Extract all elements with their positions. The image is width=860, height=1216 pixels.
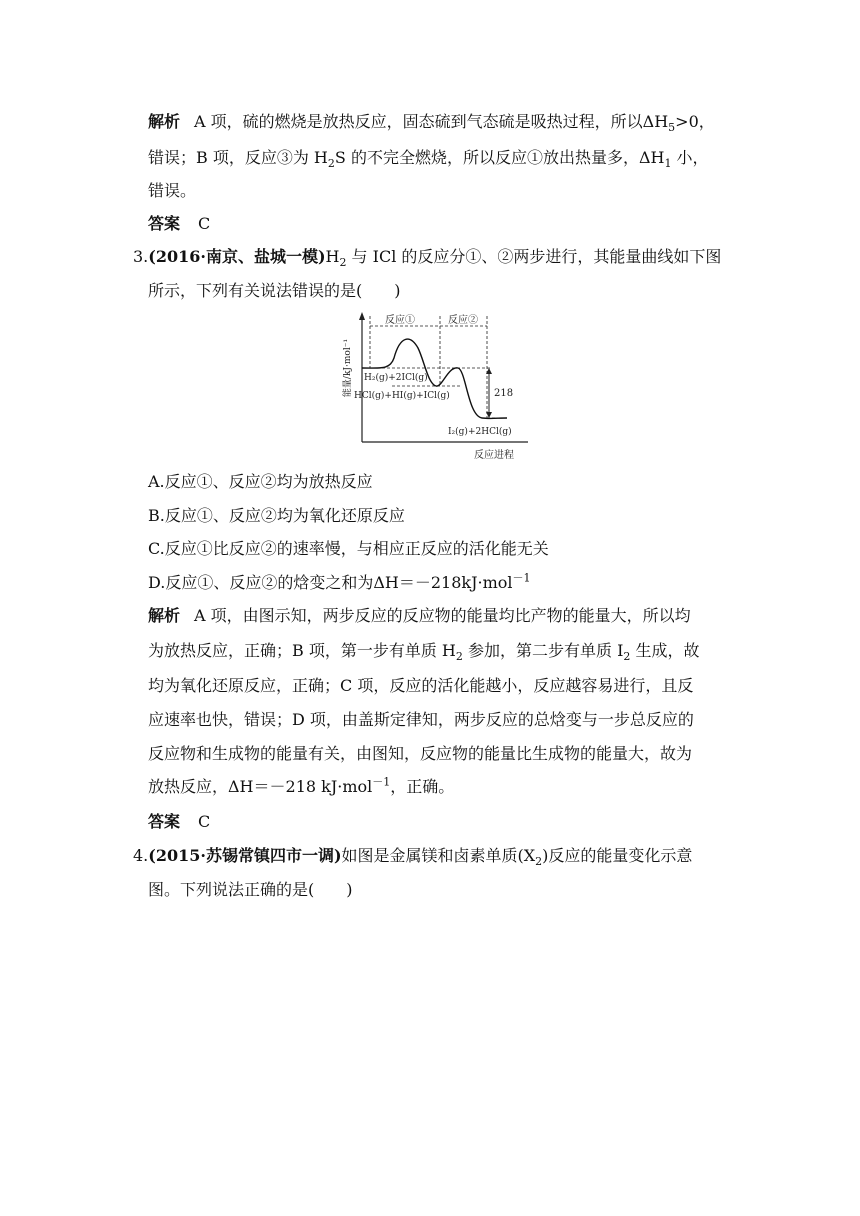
q2-analysis-line-1: 解析 A 项，硫的燃烧是放热反应，固态硫到气态硫是吸热过程，所以$\Delta H_5>0$， (148, 112, 715, 135)
energy-diagram (332, 308, 532, 468)
q3-stem-line-1: 3.(2016·南京、盐城一模)$H_2$ 与 ICl 的反应分①、②两步进行，其能量曲线如下图 (133, 247, 722, 270)
q3-answer (148, 812, 210, 832)
analysis-label: 解析 (148, 606, 181, 625)
option-b: B.反应①、反应②均为氧化还原反应 (148, 506, 405, 525)
level1-label: H₂(g)+2ICl(g) (364, 373, 428, 383)
question-number: 4. (133, 846, 149, 865)
q3-analysis-line-6: 放热反应，ΔH＝－218 kJ·mol$^{-1}$，正确。 (148, 775, 455, 796)
q4-stem-line-1: 4.(2015·苏锡常镇四市一调)如图是金属镁和卤素单质$(X_2)$反应的能量变化示意 (133, 846, 693, 869)
level2-label: HCl(g)+HI(g)+ICl(g) (354, 391, 450, 401)
answer-label: 答案 (148, 812, 181, 831)
option-a: A.反应①、反应②均为放热反应 (148, 472, 373, 491)
answer-value: C (198, 812, 211, 831)
question-source: (2015·苏锡常镇四市一调) (148, 846, 342, 865)
y-axis-arrow (359, 312, 365, 320)
delta-label: 218 (494, 388, 514, 399)
q2-analysis-line-2: 错误；B 项，反应③为 $H_2S$ 的不完全燃烧，所以反应①放出热量多，$\Delta H_1$ 小， (148, 148, 709, 171)
y-axis-label: 能量/kJ·mol⁻¹ (343, 338, 353, 398)
q2-analysis-line-3: 错误。 (148, 181, 197, 200)
q3-analysis-line-5: 反应物和生成物的能量有关，由图知，反应物的能量比生成物的能量大，故为 (148, 744, 693, 763)
answer-label: 答案 (148, 214, 181, 233)
q2-answer (148, 214, 210, 234)
option-d: D.反应①、反应②的焓变之和为ΔH＝－218kJ·mol$^{-1}$ (148, 571, 531, 592)
question-number: 3. (133, 247, 149, 266)
q4-stem-line-2: 图。下列说法正确的是( ) (148, 880, 353, 899)
q3-analysis-line-1: 解析 A 项，由图示知，两步反应的反应物的能量均比产物的能量大，所以均 (148, 606, 691, 625)
level3-label: I₂(g)+2HCl(g) (448, 427, 512, 437)
step2-label: 反应② (448, 315, 478, 326)
analysis-label: 解析 (148, 112, 181, 131)
q3-analysis-line-3: 均为氧化还原反应，正确；C 项，反应的活化能越小，反应越容易进行，且反 (148, 676, 694, 695)
x-axis-label: 反应进程 (474, 450, 514, 461)
question-source: (2016·南京、盐城一模) (148, 247, 326, 266)
q3-stem-line-2: 所示，下列有关说法错误的是( ) (148, 281, 401, 300)
q3-analysis-line-4: 应速率也快，错误；D 项，由盖斯定律知，两步反应的总焓变与一步总反应的 (148, 710, 694, 729)
q3-analysis-line-2: 为放热反应，正确；B 项，第一步有单质 $H_2$ 参加，第二步有单质 $I_2$ 生成，故 (148, 641, 700, 664)
answer-value: C (198, 214, 211, 233)
step1-label: 反应① (385, 315, 415, 326)
option-c: C.反应①比反应②的速率慢，与相应正反应的活化能无关 (148, 539, 549, 558)
